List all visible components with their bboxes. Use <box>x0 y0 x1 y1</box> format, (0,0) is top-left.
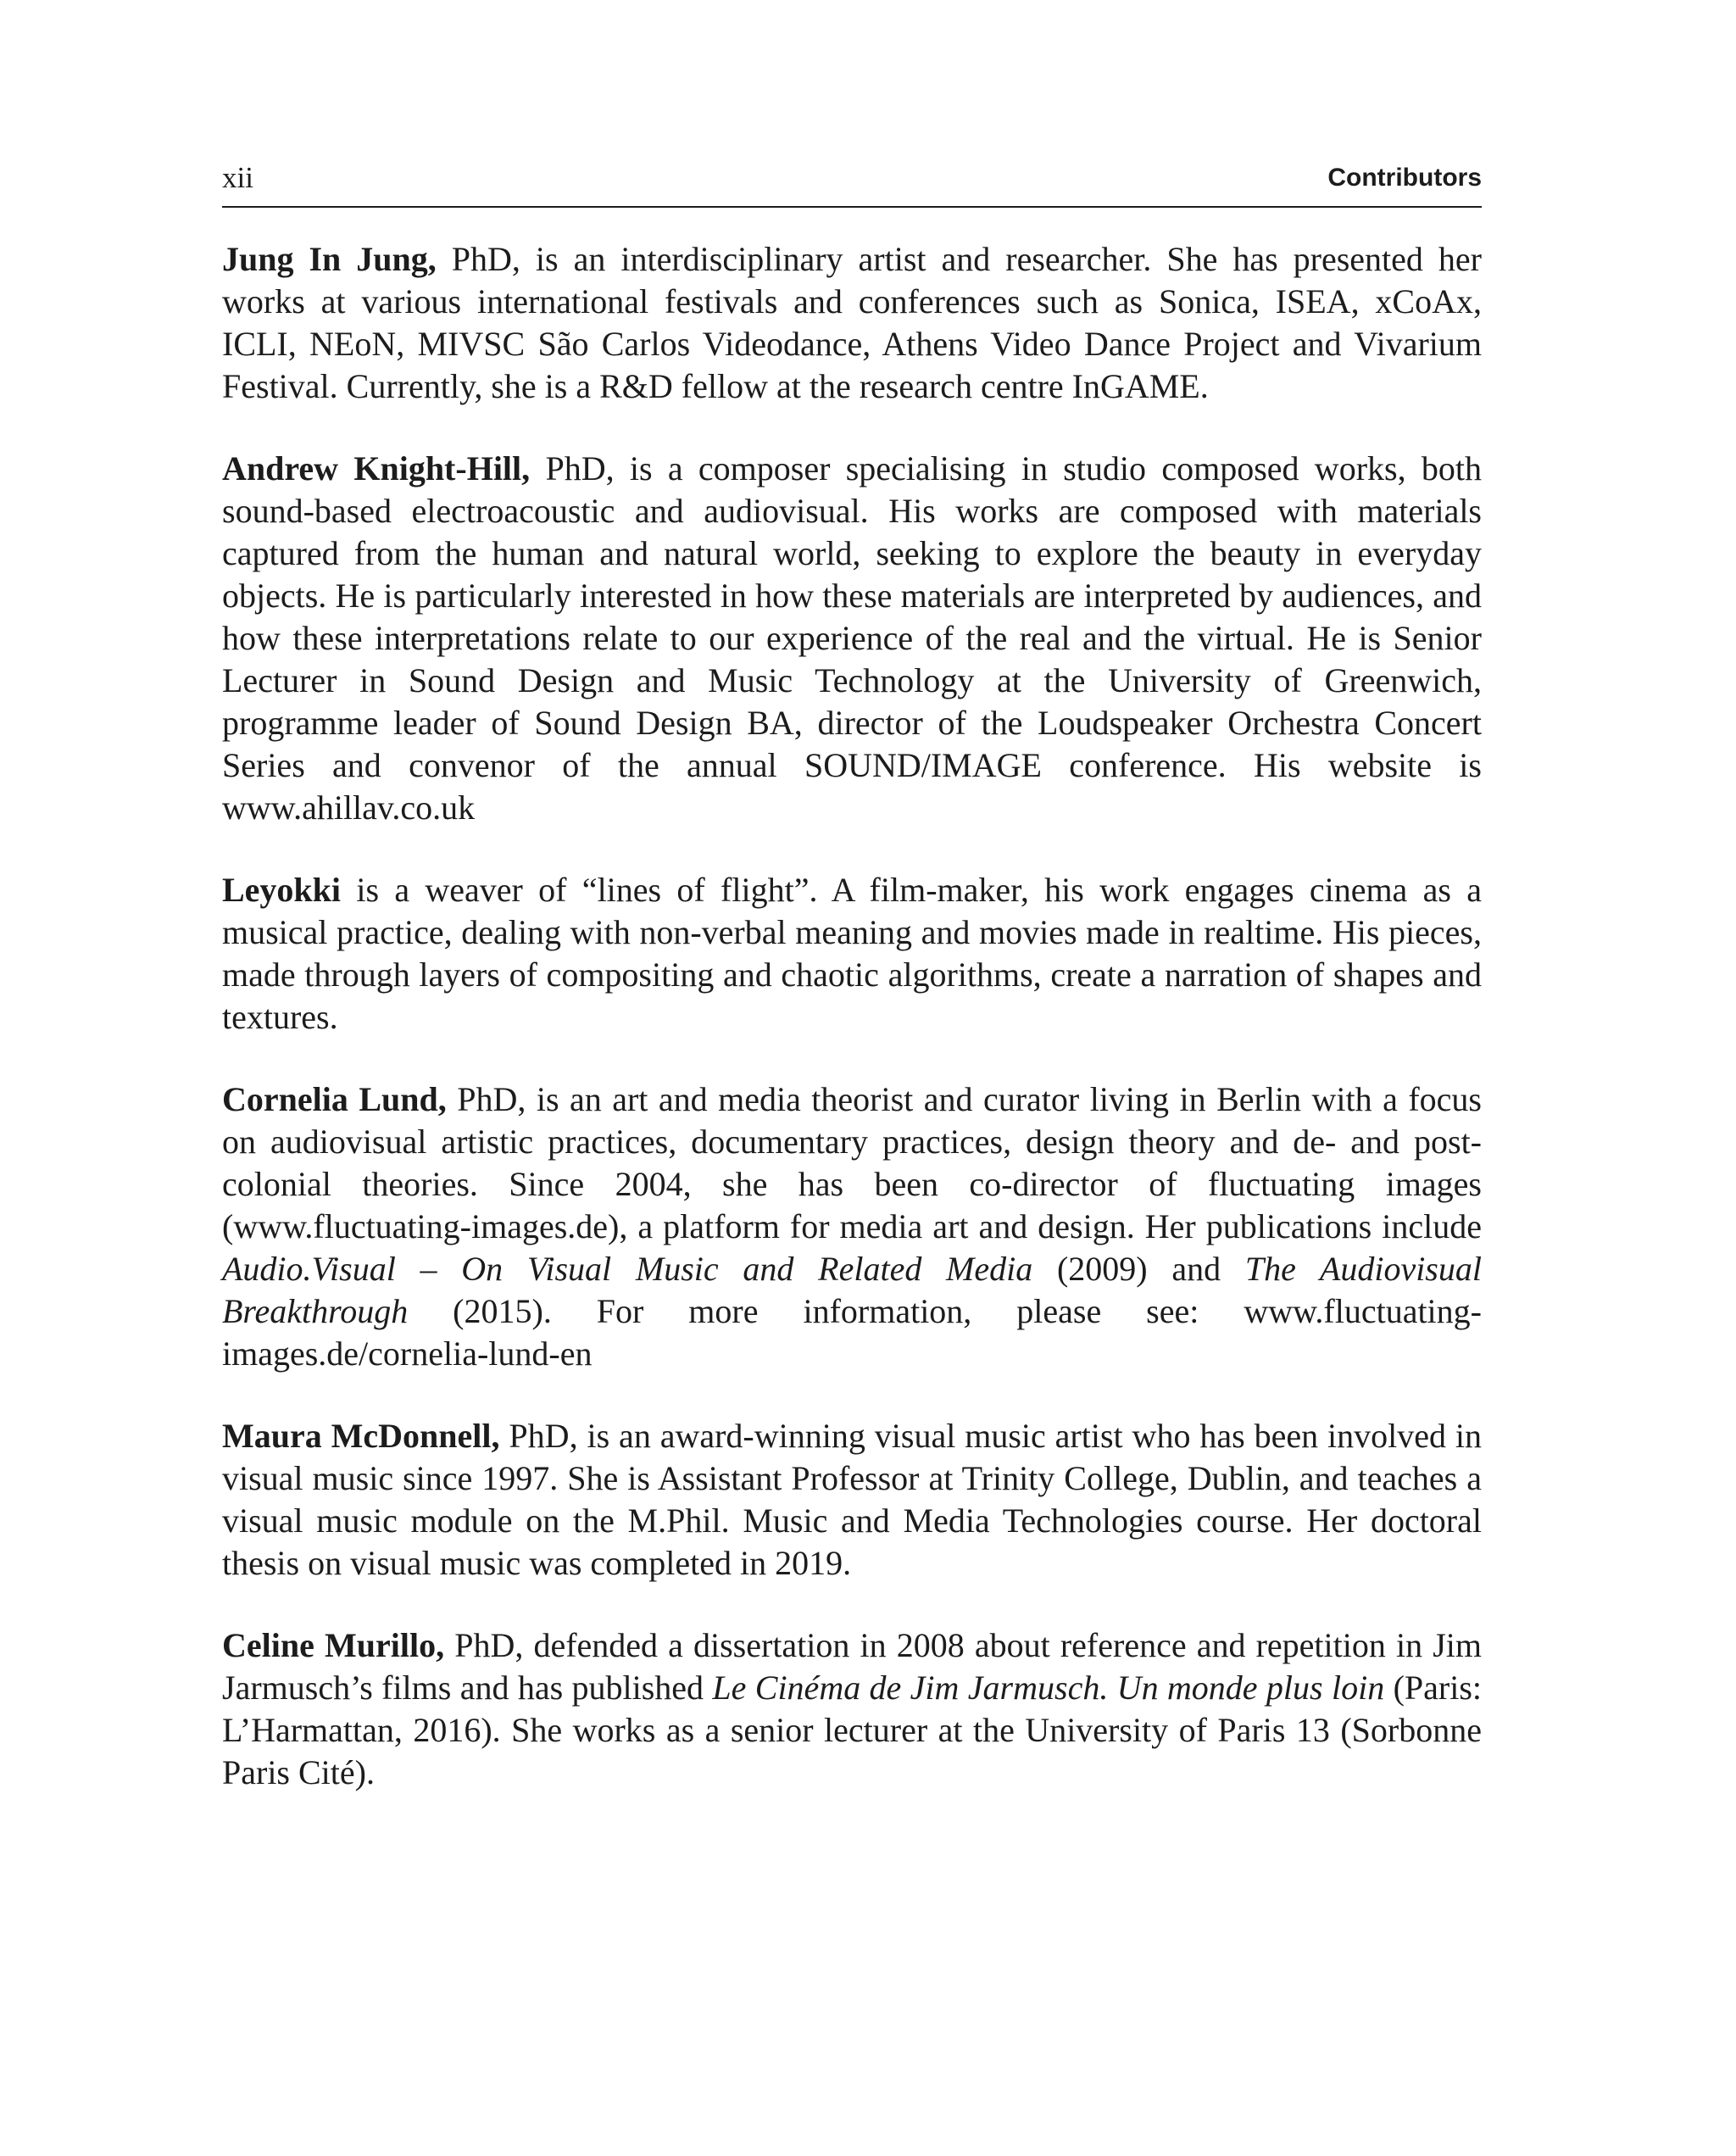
header-rule <box>222 206 1482 208</box>
section-title: Contributors <box>1327 164 1482 192</box>
publication-title: The Audiovisual Breakthrough <box>222 1250 1482 1330</box>
contributor-name: Jung In Jung, <box>222 240 437 278</box>
contributor-bio-andrew-knight-hill <box>222 448 1482 829</box>
contributor-description: PhD, is a composer specialising in studio composed works, both sound-based electroacoustic and audiovisual. His works are composed with materials captured from the human and natural world, seeking to explore the beauty in everyday objects. He is particularly interested in how these materials are interpreted by audiences, and how these interpretations relate to our experience of the real and the virtual. He is Senior Lecturer in Sound Design and Music Technology at the University of Greenwich, programme leader of Sound Design BA, director of the Loudspeaker Orchestra Concert Series and convenor of the annual SOUND/IMAGE conference. His website is www.ahillav.co.uk <box>222 449 1482 827</box>
contributor-description: PhD, is an art and media theorist and curator living in Berlin with a focus on audiovisual artistic practices, documentary practices, design theory and de- and post-colonial theories. Since 2004, she has been co-director of fluctuating images (www.fluctuating-images.de), a platform for media art and design. Her publications include <box>222 1080 1482 1245</box>
contributor-name: Andrew Knight-Hill, <box>222 449 531 487</box>
contributor-name: Cornelia Lund, <box>222 1080 447 1118</box>
contributor-bio-celine-murillo <box>222 1624 1482 1794</box>
contributors-list <box>222 238 1482 1834</box>
contributor-bio-jung-in-jung <box>222 238 1482 408</box>
contributor-bio-cornelia-lund <box>222 1078 1482 1375</box>
contributor-name: Leyokki <box>222 871 342 909</box>
contributor-description: (Paris: L’Harmattan, 2016). She works as a senior lecturer at the University of Paris 13 (Sorbonne Paris Cité). <box>222 1669 1482 1791</box>
publication-title: Le Cinéma de Jim Jarmusch. Un monde plus loin <box>712 1669 1385 1707</box>
contributor-name: Maura McDonnell, <box>222 1417 500 1455</box>
contributor-description: PhD, is an award-winning visual music artist who has been involved in visual music since 1997. She is Assistant Professor at Trinity College, Dublin, and teaches a visual music module on the M.Phil. Music and Media Technologies course. Her doctoral thesis on visual music was completed in 2019. <box>222 1417 1482 1582</box>
page-number: xii <box>222 161 253 194</box>
contributor-description: (2009) and <box>1032 1250 1245 1288</box>
contributor-description: PhD, is an interdisciplinary artist and researcher. She has presented her works at various international festivals and conferences such as Sonica, ISEA, xCoAx, ICLI, NEoN, MIVSC São Carlos Videodance, Athens Video Dance Project and Vivarium Festival. Currently, she is a R&D fellow at the research centre InGAME. <box>222 240 1482 405</box>
contributor-bio-maura-mcdonnell <box>222 1415 1482 1585</box>
contributor-name: Celine Murillo, <box>222 1626 445 1664</box>
contributor-description: is a weaver of “lines of flight”. A film-maker, his work engages cinema as a musical practice, dealing with non-verbal meaning and movies made in realtime. His pieces, made through layers of compositing and chaotic algorithms, create a narration of shapes and textures. <box>222 871 1482 1036</box>
contributor-description: PhD, defended a dissertation in 2008 about reference and repetition in Jim Jarmusch’s films and has published <box>222 1626 1482 1707</box>
contributor-bio-leyokki <box>222 869 1482 1039</box>
contributor-description: (2015). For more information, please see: www.fluctuating-images.de/cornelia-lund-en <box>222 1292 1482 1373</box>
running-header <box>222 158 1482 200</box>
publication-title: Audio.Visual – On Visual Music and Related Media <box>222 1250 1033 1288</box>
